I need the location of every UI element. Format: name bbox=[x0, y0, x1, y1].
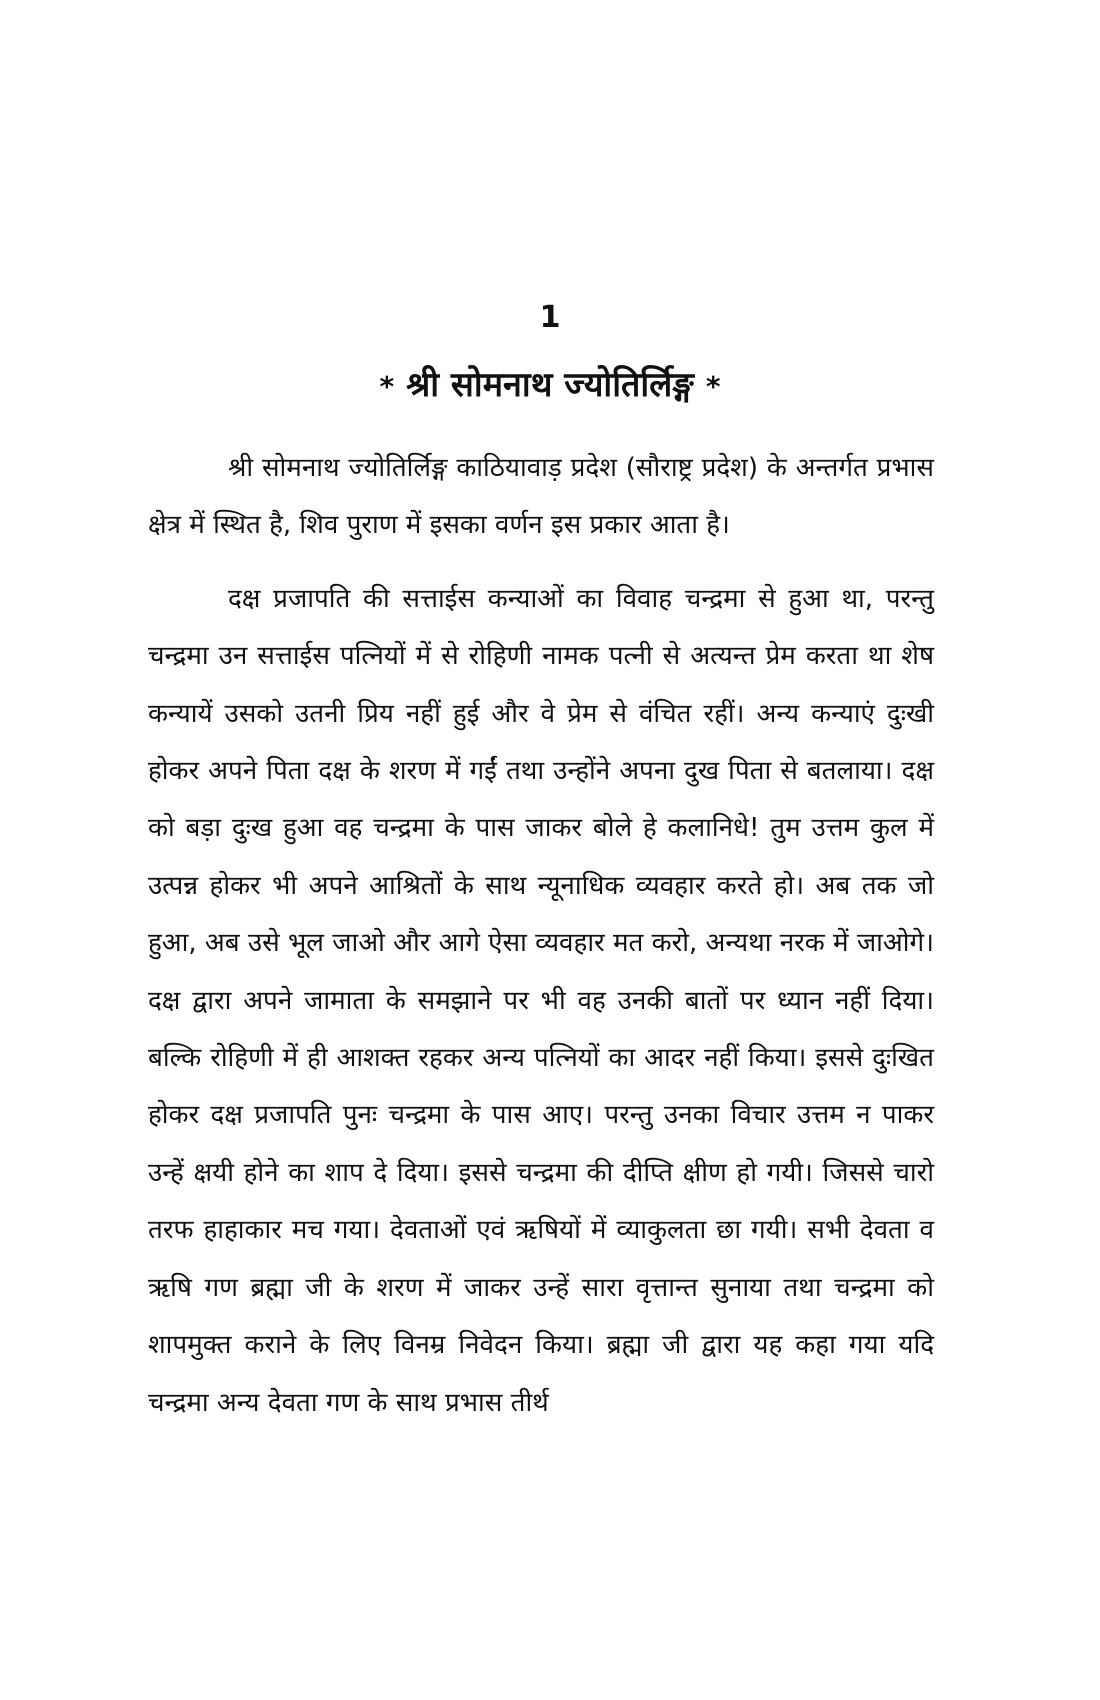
body-text bbox=[148, 440, 934, 1448]
asterisk-ornament-right: * bbox=[705, 369, 721, 403]
paragraph-intro: श्री सोमनाथ ज्योतिर्लिङ्ग काठियावाड़ प्रदेश (सौराष्ट्र प्रदेश) के अन्तर्गत प्रभास क्षेत्र में स्थित है, शिव पुराण में इसका वर्णन इस प्रकार आता है। bbox=[148, 453, 934, 541]
paragraph-story: दक्ष प्रजापति की सत्ताईस कन्याओं का विवाह चन्द्रमा से हुआ था, परन्तु चन्द्रमा उन सत्ताईस पत्नियों में से रोहिणी नामक पत्नी से अत्यन्त प्रेम करता था शेष कन्यायें उसको उतनी प्रिय नहीं हुई और वे प्रेम से वंचित रहीं। अन्य कन्याएं दुःखी होकर अपने पिता दक्ष के शरण में गईं तथा उन्होंने अपना दुख पिता से बतलाया। दक्ष को बड़ा दुःख हुआ वह चन्द्रमा के पास जाकर बोले हे कलानिधे! तुम उत्तम कुल में उत्पन्न होकर भी अपने आश्रितों के साथ न्यूनाधिक व्यवहार करते हो। अब तक जो हुआ, अब उसे भूल जाओ और आगे ऐसा व्यवहार मत करो, अन्यथा नरक में जाओगे। दक्ष द्वारा अपने जामाता के समझाने पर भी वह उनकी बातों पर ध्यान नहीं दिया। बल्कि रोहिणी में ही आशक्त रहकर अन्य पत्नियों का आदर नहीं किया। इससे दुःखित होकर दक्ष प्रजापति पुनः चन्द्रमा के पास आए। परन्तु उनका विचार उत्तम न पाकर उन्हें क्षयी होने का शाप दे दिया। इससे चन्द्रमा की दीप्ति क्षीण हो गयी। जिससे चारो तरफ हाहाकार मच गया। देवताओं एवं ऋषियों में व्याकुलता छा गयी। सभी देवता व ऋषि गण ब्रह्मा जी के शरण में जाकर उन्हें सारा वृत्तान्त सुनाया तथा चन्द्रमा को शापमुक्त कराने के लिए विनम्र निवेदन किया। ब्रह्मा जी द्वारा यह कहा गया यदि चन्द्रमा अन्य देवता गण के साथ प्रभास तीर्थ bbox=[148, 583, 934, 1418]
chapter-number: 1 bbox=[539, 300, 561, 335]
asterisk-ornament-left: * bbox=[379, 369, 395, 403]
chapter-title: श्री सोमनाथ ज्योतिर्लिङ्ग bbox=[406, 365, 694, 405]
chapter-heading bbox=[0, 360, 1100, 412]
